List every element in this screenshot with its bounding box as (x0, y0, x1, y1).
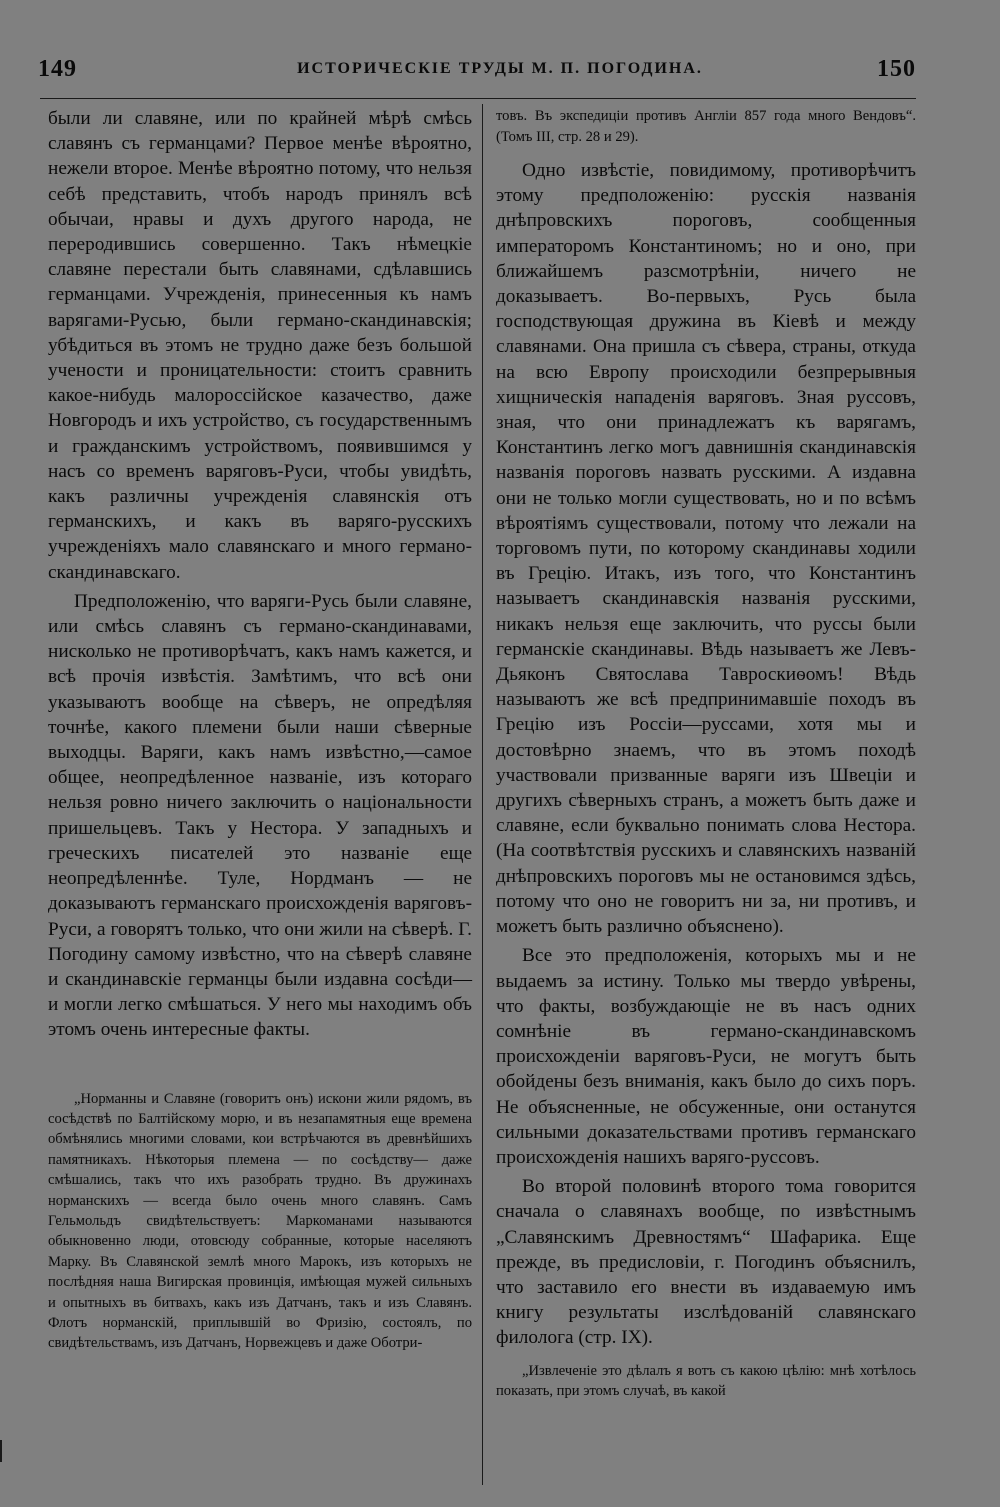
header-rule (40, 98, 916, 99)
paragraph: Одно извѣстіе, повидимому, противорѣчитъ этому предположенію: русскія названія днѣпровскихъ пороговъ, сообщенныя императоромъ Константиномъ; но и оно, при ближайшемъ разсмотрѣніи, ничего не доказываетъ. Во-первыхъ, Русь была господствующая дружина въ Кіевѣ и между славянами. Она пришла съ сѣвера, страны, откуда на всю Европу происходили безпрерывныя хищническія нападенія варяговъ. Зная руссовъ, зная, что они принадлежатъ къ варягамъ, Константинъ легко могъ давнишнія скандинавскія названія пороговъ назвать русскими. А издавна они не только могли существовать, но и по всѣмъ вѣроятіямъ существовали, потому что лежали на торговомъ пути, по которому скандинавы ходили въ Грецію. Итакъ, изъ того, что Константинъ называетъ скандинавскія названія русскими, никакъ нельзя еще заключить, что руссы были германскіе скандинавы. Вѣдь называетъ же Левъ-Дьяконъ Святослава Тавроскиѳомъ! Вѣдь называютъ же всѣ предпринимавшіе походъ въ Грецію изъ Россіи—руссами, хотя мы и достовѣрно знаемъ, что въ этомъ походѣ участвовали призванные варяги изъ Швеціи и другихъ сѣверныхъ странъ, а можетъ быть даже и славяне, если буквально понимать слова Нестора. (На соотвѣтствія русскихъ и славянскихъ названій днѣпровскихъ пороговъ мы не остановимся здѣсь, потому что оно не говоритъ ни за, ни противъ, и можетъ быть различно объяснено). (496, 160, 916, 938)
paragraph: Во второй половинѣ второго тома говорится сначала о славянахъ вообще, по извѣстнымъ „Славянскимъ Древностямъ“ Шафарика. Еще прежде, въ предисловіи, г. Погодинъ объяснилъ, что заставило его внести въ издаваемую имъ книгу результаты изслѣдованій славянскаго филолога (стр. IX). (496, 1176, 916, 1349)
footnote-continuation: товъ. Въ экспедиціи противъ Англіи 857 года много Вендовъ“. (Томъ III, стр. 28 и 29). (496, 108, 916, 145)
margin-mark (0, 1440, 2, 1462)
footnote-quote: „Извлеченіе это дѣлалъ я вотъ съ какою цѣлію: мнѣ хотѣлось показать, при этомъ случаѣ, въ какой (496, 1362, 916, 1399)
right-column (496, 106, 916, 1401)
running-title: ИСТОРИЧЕСКІЕ ТРУДЫ М. П. ПОГОДИНА. (297, 60, 703, 77)
paragraph: Предположенію, что варяги-Русь были славяне, или смѣсь славянъ съ германо-скандинавами, нисколько не противорѣчатъ, какъ намъ кажется, и всѣ прочія извѣстія. Замѣтимъ, что всѣ они указываютъ вообще на сѣверъ, не опредѣляя точнѣе, какого племени были наши сѣверные выходцы. Варяги, какъ намъ извѣстно,—самое общее, неопредѣленное названіе, изъ котораго нельзя ровно ничего заключить о національности пришельцевъ. Такъ у Нестора. У западныхъ и греческихъ писателей это названіе еще неопредѣленнѣе. Туле, Нордманъ — не доказываютъ германскаго происхожденія варяговъ-Руси, а говорятъ только, что они жили на сѣверѣ. Г. Погодину самому извѣстно, что на сѣверѣ славяне и скандинавскіе германцы были издавна сосѣди—и могли легко смѣшаться. У него мы находимъ объ этомъ очень интересные факты. (48, 590, 472, 1041)
right-page-number: 150 (877, 56, 916, 82)
paragraph: были ли славяне, или по крайней мѣрѣ смѣсь славянъ съ германцами? Первое менѣе вѣроятно, нежели второе. Менѣе вѣроятно потому, что нельзя себѣ представить, чтобъ народъ принялъ всѣ обычаи, нравы и духъ другого народа, не переродившись совершенно. Такъ нѣмецкіе славяне перестали быть славянами, сдѣлавшись германцами. Учрежденія, принесенныя къ намъ варягами-Русью, были германо-скандинавскія; убѣдиться въ этомъ не трудно даже безъ большой учености и проницательности: стоитъ сравнить какое-нибудь малороссійское казачество, даже Новгородъ и ихъ устройство, съ государственнымъ и гражданскимъ устройствомъ, появившимся у насъ со временъ варяговъ-Руси, чтобы увидѣть, какъ различны учрежденія славянскія отъ германскихъ, и какъ въ варяго-русскихъ учрежденіяхъ мало славянскаго и много германо-скандинавскаго. (48, 108, 472, 583)
left-page-number: 149 (38, 56, 77, 82)
footnote-quote: „Норманны и Славяне (говоритъ онъ) искони жили рядомъ, въ сосѣдствѣ по Балтійскому морю, и въ незапамятныя еще времена обмѣнялись многими словами, кои встрѣчаются въ древнѣйшихъ памятникахъ. Нѣкоторыя племена — по сосѣдству— даже смѣшались, такъ что ихъ разобрать трудно. Въ дружинахъ норманскихъ — всегда было очень много славянъ. Самъ Гельмольдъ свидѣтельствуетъ: Маркоманами называются обыкновенно люди, отовсюду собранные, которые населяютъ Марку. Въ Славянской землѣ много Марокъ, изъ которыхъ не послѣдняя наша Вигирская провинція, имѣющая мужей сильныхъ и опытныхъ въ битвахъ, какъ изъ Датчанъ, такъ и изъ Славянъ. Флотъ норманскій, приплывшій во Фризію, состоялъ, по свидѣтельствамъ, изъ Датчанъ, Норвежцевъ и даже Оботри- (48, 1090, 472, 1352)
column-divider (482, 104, 483, 1485)
paragraph: Все это предположенія, которыхъ мы и не выдаемъ за истину. Только мы твердо увѣрены, что факты, возбуждающіе не въ насъ одних сомнѣніе въ германо-скандинавскомъ происхожденіи варяговъ-Руси, не могутъ быть обойдены безъ вниманія, какъ было до сихъ поръ. Не объясненные, не обсуженные, они останутся сильными доказательствами противъ германскаго происхожденія нашихъ варяго-руссовъ. (496, 945, 916, 1168)
left-column (48, 106, 472, 1354)
